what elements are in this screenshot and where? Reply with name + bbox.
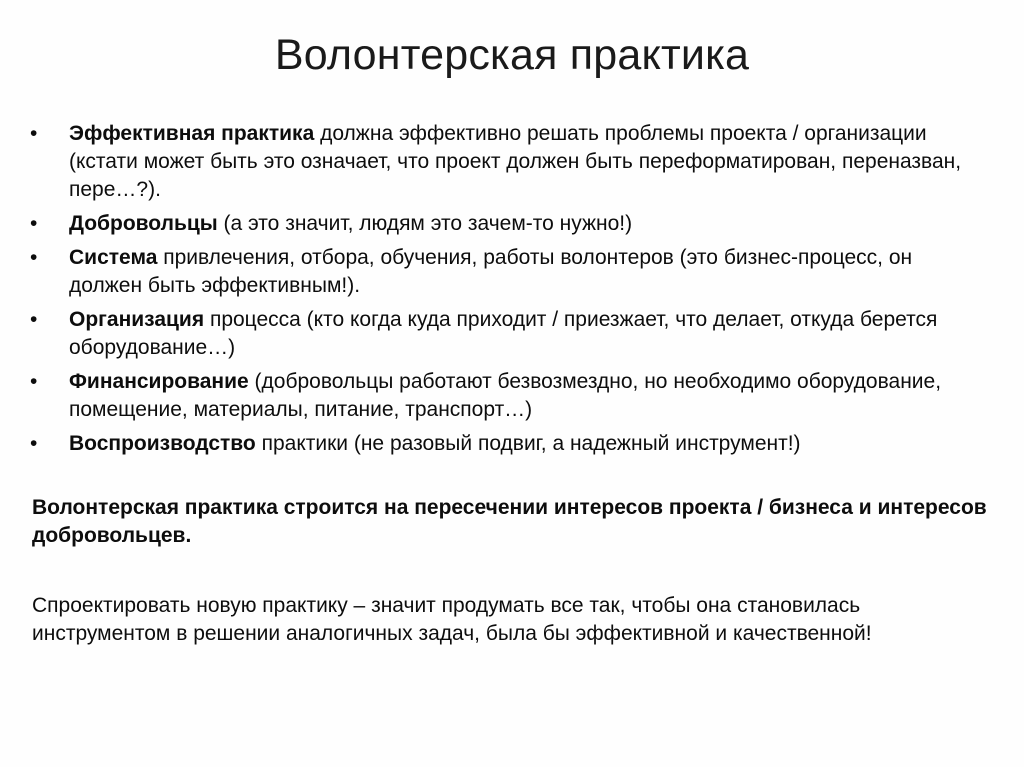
bullet-item [0,306,1024,362]
bullet-term: Воспроизводство [69,432,256,455]
bullet-term: Эффективная практика [69,122,315,145]
bullet-text: процесса (кто когда куда приходит / приезжает, что делает, откуда берется оборудование…) [69,308,938,359]
bullet-marker: • [30,246,38,269]
bullet-text: должна эффективно решать проблемы проекта / организации (кстати может быть это означает, что проект должен быть переформатирован, переназван, пере…?). [69,122,962,201]
bullet-term: Система [69,246,158,269]
slide-title: Волонтерская практика [274,31,750,79]
bullet-item [0,368,1024,424]
bullet-marker: • [30,432,38,455]
bullet-term: Добровольцы [69,212,218,235]
bullet-marker: • [30,308,38,331]
bullet-list [0,120,1024,464]
bullet-term: Организация [69,308,205,331]
bullet-item [0,210,1024,238]
bullet-marker: • [30,122,38,145]
bullet-term: Финансирование [69,370,249,393]
bullet-text: привлечения, отбора, обучения, работы волонтеров (это бизнес-процесс, он должен быть эффективным!). [69,246,913,297]
bullet-item [0,430,1024,458]
bullet-marker: • [30,370,38,393]
bullet-text: (добровольцы работают безвозмездно, но необходимо оборудование, помещение, материалы, питание, транспорт…) [69,370,942,421]
key-statement: Волонтерская практика строится на пересечении интересов проекта / бизнеса и интересов добровольцев. [32,496,987,547]
bullet-item [0,120,1024,204]
bullet-marker: • [30,212,38,235]
bullet-text: практики (не разовый подвиг, а надежный инструмент!) [255,432,801,455]
conclusion-paragraph: Спроектировать новую практику – значит продумать все так, чтобы она становилась инструментом в решении аналогичных задач, была бы эффективной и качественной! [32,594,872,645]
bullet-item [0,244,1024,300]
bullet-text: (а это значит, людям это зачем-то нужно!) [217,212,633,235]
